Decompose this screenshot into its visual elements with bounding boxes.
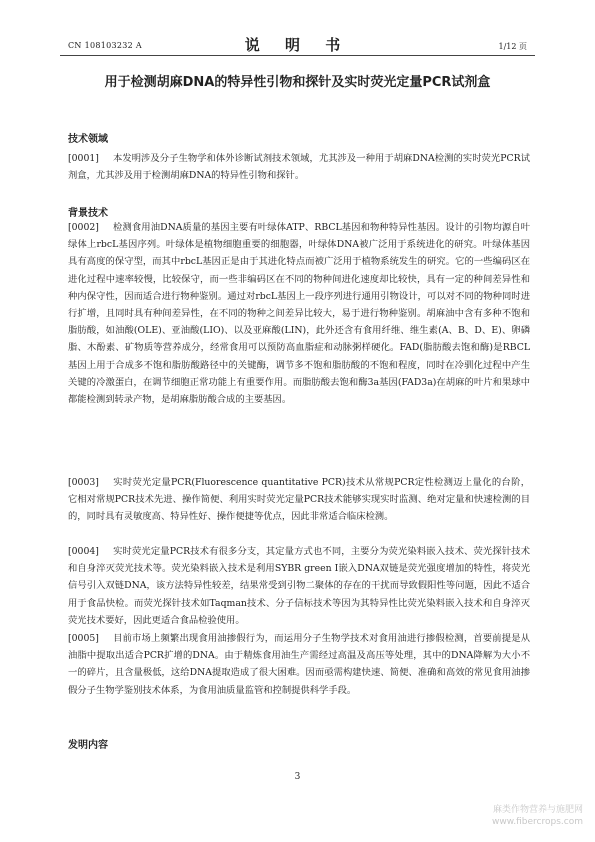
paragraph-text: 本发明涉及分子生物学和体外诊断试剂技术领域，尤其涉及一种用于胡麻DNA检测的实时荧光PCR试剂盒，尤其涉及用于检测胡麻DNA的特异性引物和探针。 [68,153,530,182]
watermark-url: www.fibercrops.com [492,817,583,827]
paragraph-number: [0004] [68,546,99,557]
paragraph-text: 目前市场上频繁出现食用油掺假行为，而运用分子生物学技术对食用油进行掺假检测，首要前提是从油脂中提取出适合PCR扩增的DNA。由于精炼食用油生产需经过高温及高压等处理，其中的DNA降解为大小不一的碎片，且含量极低，这给DNA提取造成了很大困难。因而亟需构建快速、简便、准确和高效的常见食用油掺假分子生物学鉴别技术体系，为食用油质量监管和控制提供科学手段。 [68,633,530,696]
paragraph-0001 [68,150,530,184]
paragraph-number: [0005] [68,633,99,644]
watermark-name: 麻类作物营养与施肥网 [492,805,583,815]
paragraph-number: [0003] [68,477,99,488]
header-divider [60,55,535,56]
section-heading-background: 背景技术 [68,208,108,219]
patent-number: CN 108103232 A [68,41,142,50]
paragraph-0005 [68,630,530,699]
paragraph-number: [0001] [68,153,99,164]
paragraph-text: 实时荧光定量PCR(Fluorescence quantitative PCR)技术从常规PCR定性检测迈上量化的台阶，它相对常规PCR技术先进、操作简便、利用实时荧光定量PCR技术能够实现实时监测、绝对定量和快速检测的目的，同时具有灵敏度高、特异性好、操作便捷等优点，因此非常适合临床检测。 [68,477,530,523]
paragraph-0004 [68,543,530,629]
document-type-title: 说 明 书 [244,36,351,54]
invention-title: 用于检测胡麻DNA的特异性引物和探针及实时荧光定量PCR试剂盒 [104,75,491,90]
page-header [68,33,527,53]
page-indicator: 1/12 页 [498,42,527,51]
paragraph-text: 检测食用油DNA质量的基因主要有叶绿体ATP、RBCL基因和物种特异性基因。设计的引物均源自叶绿体上rbcL基因序列。叶绿体是植物细胞重要的细胞器，叶绿体DNA被广泛用于系统进化的研究。叶绿体基因具有高度的保守型，而其中rbcL基因正是由于其进化特点而被广泛用于植物系统发生的研究。它的一些编码区在进化过程中速率较慢，比较保守，而一些非编码区在不同的物种间进化速度却比较快，具有一定的种间差异性和种内保守性，因而适合进行物种鉴别。通过对rbcL基因上一段序列进行通用引物设计，可以对不同的物种同时进行扩增，且同时具有种间差异性，在不同的物种之间差异比较大，易于进行物种鉴别。胡麻油中含有多种不饱和脂肪酸，如油酸(OLE)、亚油酸(LIO)、以及亚麻酸(LIN)，此外还含有食用纤维、维生素(A、B、D、E)、卵磷脂、木酚素、矿物质等营养成分，经常食用可以预防高血脂症和动脉粥样硬化。FAD(脂肪酸去饱和酶)是RBCL基因上用于合成多不饱和脂肪酸路径中的关键酶，调节多不饱和脂肪酸的不饱和程度，同时在冷驯化过程中产生关键的冷激蛋白，在调节细胞正常功能上有重要作用。而脂肪酸去饱和酶3a基因(FAD3a)在胡麻的叶片和果球中都能检测到转录产物，是胡麻脂肪酸合成的主要基因。 [68,222,530,406]
site-watermark [492,804,583,828]
page-number: 3 [294,772,301,782]
paragraph-0003 [68,474,530,526]
section-heading-technical-field: 技术领域 [68,134,108,145]
paragraph-0002 [68,219,530,408]
section-heading-invention-content: 发明内容 [68,740,108,751]
paragraph-number: [0002] [68,222,99,233]
paragraph-text: 实时荧光定量PCR技术有很多分支，其定量方式也不同，主要分为荧光染料嵌入技术、荧光探针技术和自身淬灭荧光技术等。荧光染料嵌入技术是利用SYBR green Ⅰ嵌入DNA双链是荧光强度增加的特性，将荧光信号引入双链DNA，该方法特异性较差，结果常受到引物二聚体的存在的干扰而导致假阳性等问题，因此不适合用于食品快检。而荧光探针技术如Taqman技术、分子信标技术等因为其特异性比荧光染料嵌入技术和自身淬灭荧光技术要好，因此更适合食品检验使用。 [68,546,530,626]
